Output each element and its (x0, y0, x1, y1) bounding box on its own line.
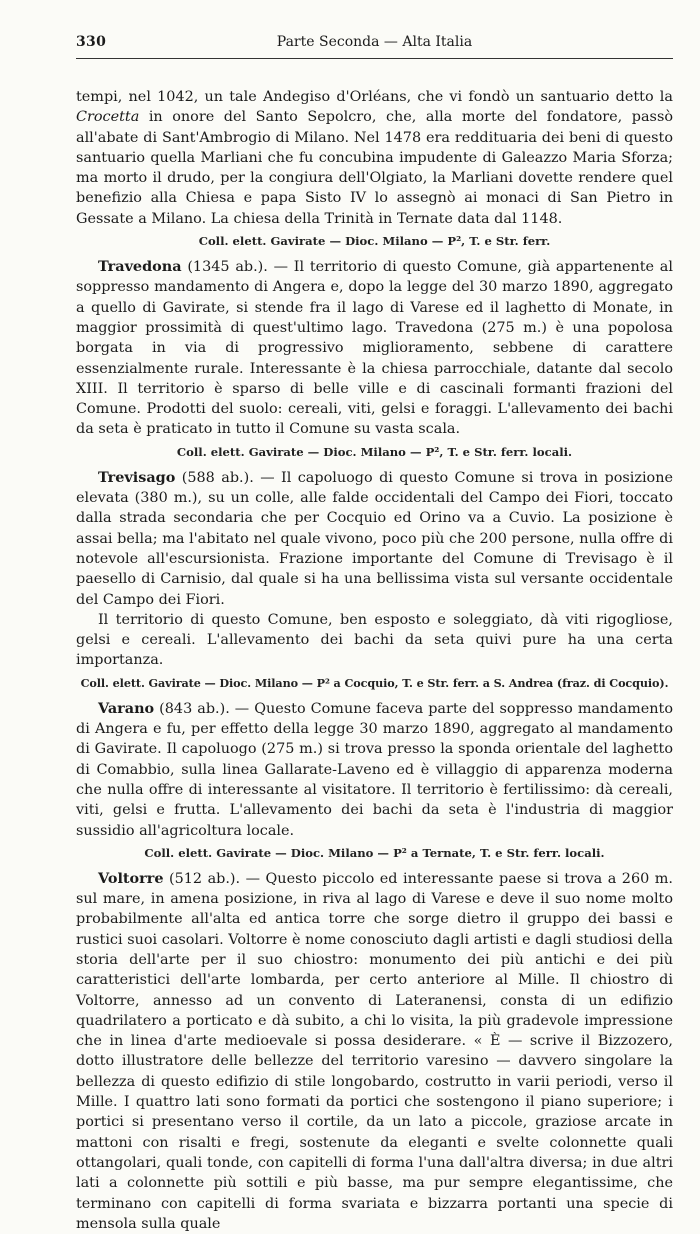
entry-trevisago (76, 468, 673, 693)
page-body (76, 87, 673, 1234)
entry-name: Voltorre (98, 869, 164, 887)
coll-line: Coll. elett. Gavirate — Dioc. Milano — P², T. e Str. ferr. locali. (176, 444, 573, 459)
entry-paragraph: Trevisago (588 ab.). — Il capoluogo di questo Comune si trova in posizione elevata (380 m.), su un colle, alle falde occidentali del Campo dei Fiori, toccato dalla strada secondaria che per Cocquio ed Orino va a Cuvio. La posizione è assai bella; ma l'abitato nel quale vivono, poco più che 200 persone, nulla offre di notevole all'escursionista. Frazione importante del Comune di Trevisago è il paesello di Carnisio, dal quale si ha una bellissima vista sul versante occidentale del Campo dei Fiori. (76, 468, 673, 608)
page-number: 330 (76, 34, 107, 50)
entry-varano (76, 699, 673, 863)
running-title: Parte Seconda — Alta Italia (276, 34, 473, 50)
header-rule (76, 58, 673, 59)
entry-name: Trevisago (98, 468, 176, 486)
entry-paragraph: Voltorre (512 ab.). — Questo piccolo ed interessante paese si trova a 260 m. sul mare, in amena posizione, in riva al lago di Varese e deve il suo nome molto probabilmente all'alta ed antica torre che sorge dietro il gruppo dei bassi e rustici suoi casolari. Voltorre è nome conosciuto dagli artisti e dagli studiosi della storia dell'arte per il suo chiostro: monumento dei più antichi e dei più caratteristici dell'arte lombarda, per certo anteriore al Mille. Il chiostro di Voltorre, annesso ad un convento di Lateranensi, consta di un edifizio quadrilatero a porticato e dà subito, a chi lo visita, la più gradevole impressione che in linea d'arte medioevale si possa desiderare. « È — scrive il Bizzozero, dotto illustratore delle bellezze del territorio varesino — davvero singolare la bellezza di questo edifizio di stile longobardo, costrutto in varii periodi, verso il Mille. I quattro lati sono formati da portici che sostengono il piano superiore; i portici si presentano verso il cortile, da un lato a piccole, graziose arcate in mattoni con risalti e fregi, sostenute da eleganti e svelte colonnette quali ottangolari, quali tonde, con capitelli di forma l'una dall'altra diversa; in due altri lati a colonnette più sottili e più basse, ma pur sempre elegantissime, che terminano con capitelli di forma svariata e bizzarra portanti una specie di mensola sulla quale (76, 869, 673, 1232)
coll-line-intro: Coll. elett. Gavirate — Dioc. Milano — P², T. e Str. ferr. (198, 234, 551, 249)
coll-line: Coll. elett. Gavirate — Dioc. Milano — P² a Ternate, T. e Str. ferr. locali. (144, 845, 605, 860)
entry-voltorre (76, 869, 673, 1234)
entry-name: Travedona (98, 258, 182, 276)
intro-paragraph: tempi, nel 1042, un tale Andegiso d'Orléans, che vi fondò un santuario detto la Crocetta in onore del Santo Sepolcro, che, alla morte del fondatore, passò all'abate di Sant'Ambrogio di Milano. Nel 1478 era reddituaria dei beni di questo santuario quella Marliani che fu concubina impudente di Galeazzo Maria Sforza; ma morto il drudo, per la congiura dell'Olgiato, la Marliani dovette rendere quel benefizio alla Chiesa e papa Sisto IV lo assegnò ai monaci di San Pietro in Gessate a Milano. La chiesa della Trinità in Ternate data dal 1148. (76, 89, 673, 227)
entry-paragraph-extra: Il territorio di questo Comune, ben esposto e soleggiato, dà viti rigogliose, gelsi e cereali. L'allevamento dei bachi da seta quivi pure ha una certa importanza. (76, 611, 673, 669)
entry-paragraph: Travedona (1345 ab.). — Il territorio di questo Comune, già appartenente al soppresso mandamento di Angera e, dopo la legge del 30 marzo 1890, aggregato a quello di Gavirate, si stende fra il lago di Varese ed il laghetto di Monate, in maggior prossimità di quest'ultimo lago. Travedona (275 m.) è una popolosa borgata in via di progressivo miglioramento, sebbene di carattere essenzialmente rurale. Interessante è la chiesa parrocchiale, datante dal secolo XIII. Il territorio è sparso di belle ville e di cascinali formanti frazioni del Comune. Prodotti del suolo: cereali, viti, gelsi e foraggi. L'allevamento dei bachi da seta è praticato in tutto il Comune su vasta scala. (76, 258, 673, 438)
entry-paragraph: Varano (843 ab.). — Questo Comune faceva parte del soppresso mandamento di Angera e fu, per effetto della legge 30 marzo 1890, aggregato al mandamento di Gavirate. Il capoluogo (275 m.) si trova presso la sponda orientale del laghetto di Comabbio, sulla linea Gallarate-Laveno ed è villaggio di apparenza moderna che nulla offre di interessante al visitatore. Il territorio è fertilissimo: dà cereali, viti, gelsi e frutta. L'allevamento dei bachi da seta è l'industria di maggior sussidio all'agricoltura locale. (76, 699, 673, 839)
entry-name: Varano (98, 699, 155, 717)
entry-travedona (76, 257, 673, 462)
coll-line: Coll. elett. Gavirate — Dioc. Milano — P² a Cocquio, T. e Str. ferr. a S. Andrea (fraz. di Cocquio). (80, 675, 669, 690)
page-header (76, 34, 673, 56)
